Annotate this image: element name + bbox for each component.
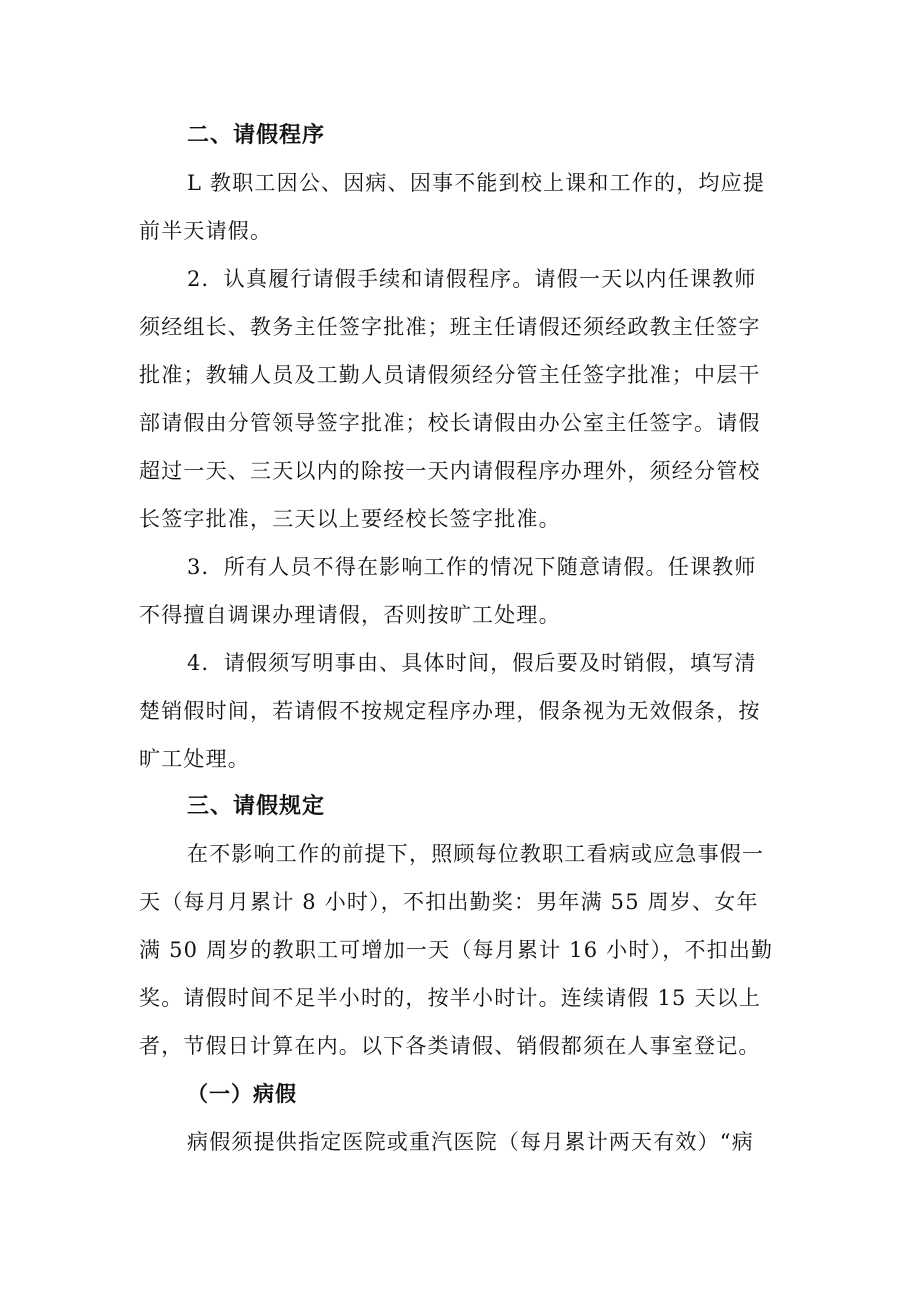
- text-line: 4．请假须写明事由、具体时间，假后要及时销假，填写清: [187, 651, 757, 675]
- text-line: 3．所有人员不得在影响工作的情况下随意请假。任课教师: [187, 555, 757, 579]
- text-line: 楚销假时间，若请假不按规定程序办理，假条视为无效假条，按: [139, 699, 761, 723]
- text-line: 不得擅自调课办理请假，否则按旷工处理。: [139, 603, 561, 627]
- sick-leave-paragraph: [139, 1118, 791, 1166]
- section-heading-leave-rules: 三、请假规定: [187, 794, 326, 819]
- procedure-item-3: [139, 543, 791, 639]
- text-line: 部请假由分管领导签字批准；校长请假由办公室主任签字。请假: [139, 411, 761, 435]
- text-line: 批准；教辅人员及工勤人员请假须经分管主任签字批准；中层干: [139, 363, 761, 387]
- text-line: 满 50 周岁的教职工可增加一天（每月累计 16 小时），不扣出勤: [139, 938, 774, 962]
- subheading-sick-leave: （一）病假: [187, 1081, 297, 1106]
- text-line: L 教职工因公、因病、因事不能到校上课和工作的，均应提: [187, 171, 766, 195]
- text-line: 旷工处理。: [139, 747, 250, 771]
- document-body: [139, 112, 791, 1166]
- text-line: 长签字批准，三天以上要经校长签字批准。: [139, 507, 561, 531]
- section-heading-leave-procedure: 二、请假程序: [187, 123, 326, 148]
- leave-rules-intro: [139, 830, 791, 1070]
- text-line: 须经组长、教务主任签字批准；班主任请假还须经政教主任签字: [139, 315, 761, 339]
- text-line: 超过一天、三天以内的除按一天内请假程序办理外，须经分管校: [139, 459, 761, 483]
- text-line: 者，节假日计算在内。以下各类请假、销假都须在人事室登记。: [139, 1034, 761, 1058]
- text-line: 在不影响工作的前提下，照顾每位教职工看病或应急事假一: [187, 842, 765, 866]
- text-line: 病假须提供指定医院或重汽医院（每月累计两天有效）“病: [187, 1130, 754, 1154]
- procedure-item-2: [139, 255, 791, 543]
- text-line: 奖。请假时间不足半小时的，按半小时计。连续请假 15 天以上: [139, 986, 762, 1010]
- procedure-item-4: [139, 639, 791, 783]
- procedure-item-1: [139, 159, 791, 255]
- text-line: 天（每月月累计 8 小时），不扣出勤奖：男年满 55 周岁、女年: [139, 890, 759, 914]
- text-line: 前半天请假。: [139, 219, 273, 243]
- text-line: 2．认真履行请假手续和请假程序。请假一天以内任课教师: [187, 267, 757, 291]
